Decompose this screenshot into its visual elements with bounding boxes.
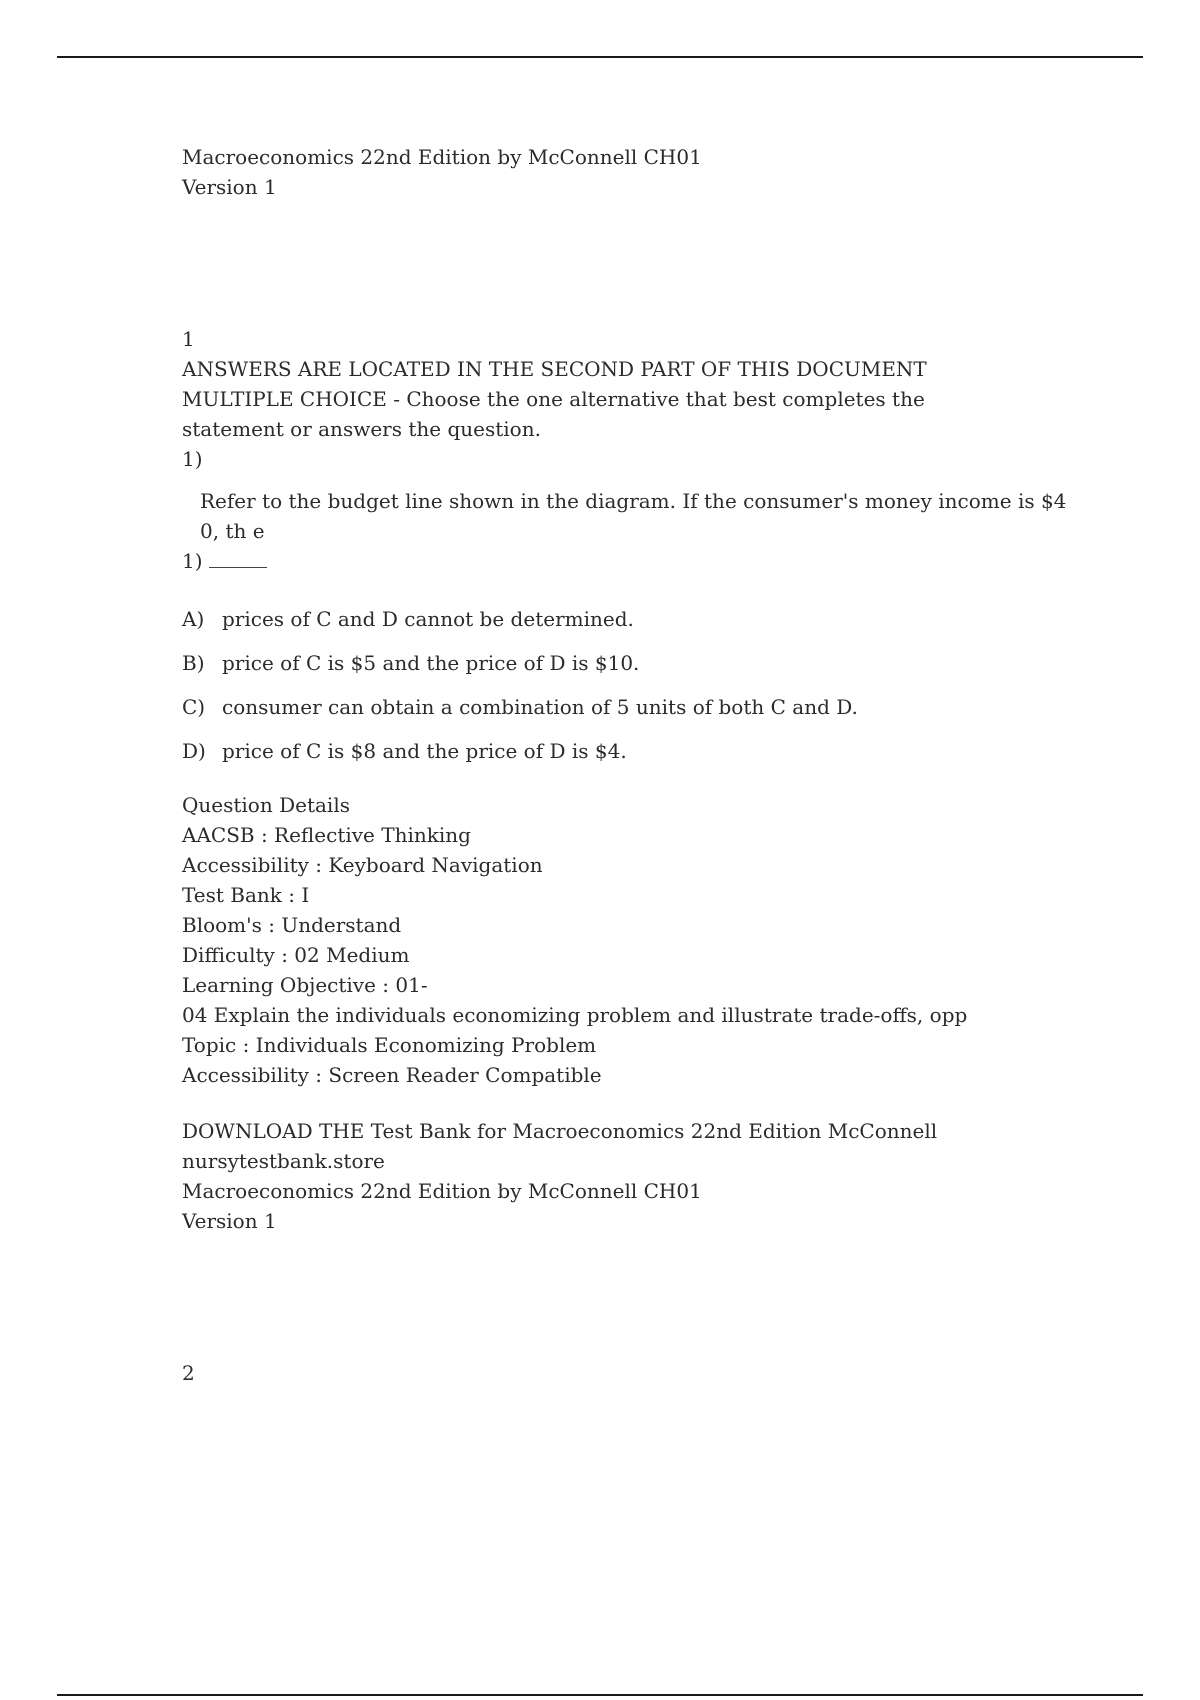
spacer [182,780,1082,790]
detail-topic: Topic : Individuals Economizing Problem [182,1033,597,1057]
option-text: prices of C and D cannot be determined. [222,607,634,631]
question-number: 1) [182,447,203,471]
detail-objective-text: 04 Explain the individuals economizing problem and illustrate trade-offs, opp [182,1003,968,1027]
option-letter: B) [182,651,205,675]
version-label: Version 1 [182,175,277,199]
option-text: price of C is $8 and the price of D is $4. [222,739,627,763]
question-text: Refer to the budget line shown in the diagram. If the consumer's money income is $40, th e [200,489,1067,543]
option-letter: D) [182,739,206,763]
option-c[interactable] [182,692,1082,722]
answer-blank[interactable] [209,553,267,568]
answer-blank-row [182,546,1082,576]
details-heading: Question Details [182,793,350,817]
footer-title: Macroeconomics 22nd Edition by McConnell CH01 [182,1179,702,1203]
footer-version: Version 1 [182,1209,277,1233]
answer-label: 1) [182,549,203,573]
detail-difficulty: Difficulty : 02 Medium [182,943,410,967]
document-body [182,142,1082,1388]
instructions: MULTIPLE CHOICE - Choose the one alternative that best completes the statement or answers the question. [182,387,925,441]
option-text: price of C is $5 and the price of D is $10. [222,651,640,675]
detail-blooms: Bloom's : Understand [182,913,402,937]
option-letter: A) [182,607,205,631]
spacer [182,1236,1082,1358]
option-letter: C) [182,695,206,719]
spacer [182,1090,1082,1116]
detail-accessibility-reader: Accessibility : Screen Reader Compatible [182,1063,602,1087]
page-number-2: 2 [182,1361,195,1385]
answers-notice: ANSWERS ARE LOCATED IN THE SECOND PART OF THIS DOCUMENT [182,357,927,381]
option-text: consumer can obtain a combination of 5 units of both C and D. [222,695,858,719]
detail-test-bank: Test Bank : I [182,883,310,907]
detail-aacsb: AACSB : Reflective Thinking [182,823,471,847]
spacer [182,202,1082,324]
top-rule [57,56,1143,58]
option-d[interactable] [182,736,1082,766]
download-line: DOWNLOAD THE Test Bank for Macroeconomics 22nd Edition McConnell [182,1119,938,1143]
page-number: 1 [182,327,195,351]
site-line: nursytestbank.store [182,1149,385,1173]
spacer [182,474,1082,486]
detail-objective: Learning Objective : 01- [182,973,428,997]
detail-accessibility: Accessibility : Keyboard Navigation [182,853,543,877]
bottom-rule [57,1694,1143,1696]
document-title: Macroeconomics 22nd Edition by McConnell CH01 [182,145,702,169]
spacer [182,576,1082,604]
option-b[interactable] [182,648,1082,678]
option-a[interactable] [182,604,1082,634]
